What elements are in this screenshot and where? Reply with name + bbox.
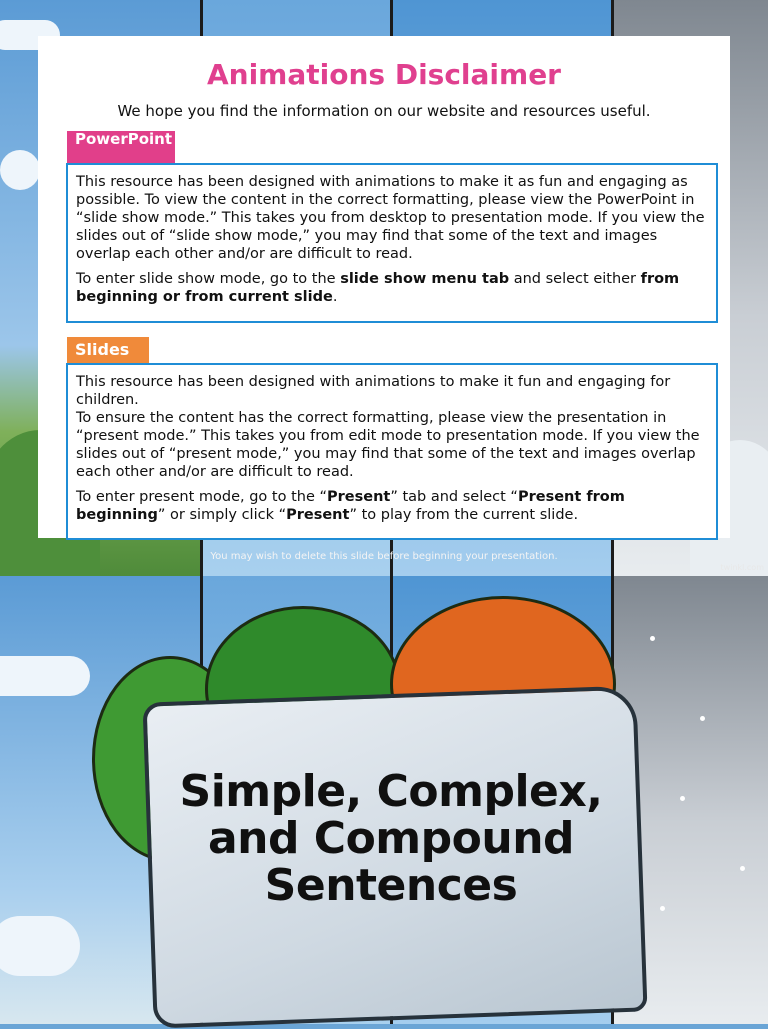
slides-paragraph: This resource has been designed with animations to make it fun and engaging for children. To ensure the content has the correct formatting, please view the presentation in “present mode.” This takes you from edit mode to presentation mode. If you view the slides out of “present mode,” you may find that some of the text and images overlap each other and/or are difficult to read. [76, 374, 700, 480]
cover-title-line: Sentences [264, 860, 518, 911]
snowflake [700, 716, 705, 721]
cloud [0, 656, 90, 696]
cover-title-line: and Compound [207, 813, 575, 864]
slides-instructions [66, 363, 718, 540]
page-title: Animations Disclaimer [206, 58, 561, 91]
intro-text: We hope you find the information on our website and resources useful. [117, 102, 651, 120]
slides-tag: Slides [67, 337, 149, 363]
cover-title-line: Simple, Complex, [179, 766, 603, 817]
slides-steps: To enter present mode, go to the “Present” tab and select “Present from beginning” or simply click “Present” to play from the current slide. [76, 489, 625, 523]
snowflake [650, 636, 655, 641]
powerpoint-tag: PowerPoint [67, 131, 175, 164]
snowflake [740, 866, 745, 871]
footnote: You may wish to delete this slide before beginning your presentation. [210, 551, 558, 562]
cloud [0, 916, 80, 976]
snowflake [680, 796, 685, 801]
brand-logo: twinkl.com [720, 563, 764, 572]
snowflake [660, 906, 665, 911]
powerpoint-instructions [66, 163, 718, 323]
cover-title [148, 768, 634, 909]
powerpoint-steps: To enter slide show mode, go to the slide show menu tab and select either from beginning or from current slide. [76, 271, 680, 305]
powerpoint-paragraph: This resource has been designed with animations to make it as fun and engaging as possible. To view the content in the correct formatting, please view the PowerPoint in “slide show mode.” This takes you from desktop to presentation mode. If you view the slides out of “slide show mode,” you may find that some of the text and images overlap each other and/or are difficult to read. [76, 174, 705, 262]
cloud [0, 150, 40, 190]
disclaimer-card [38, 36, 730, 538]
